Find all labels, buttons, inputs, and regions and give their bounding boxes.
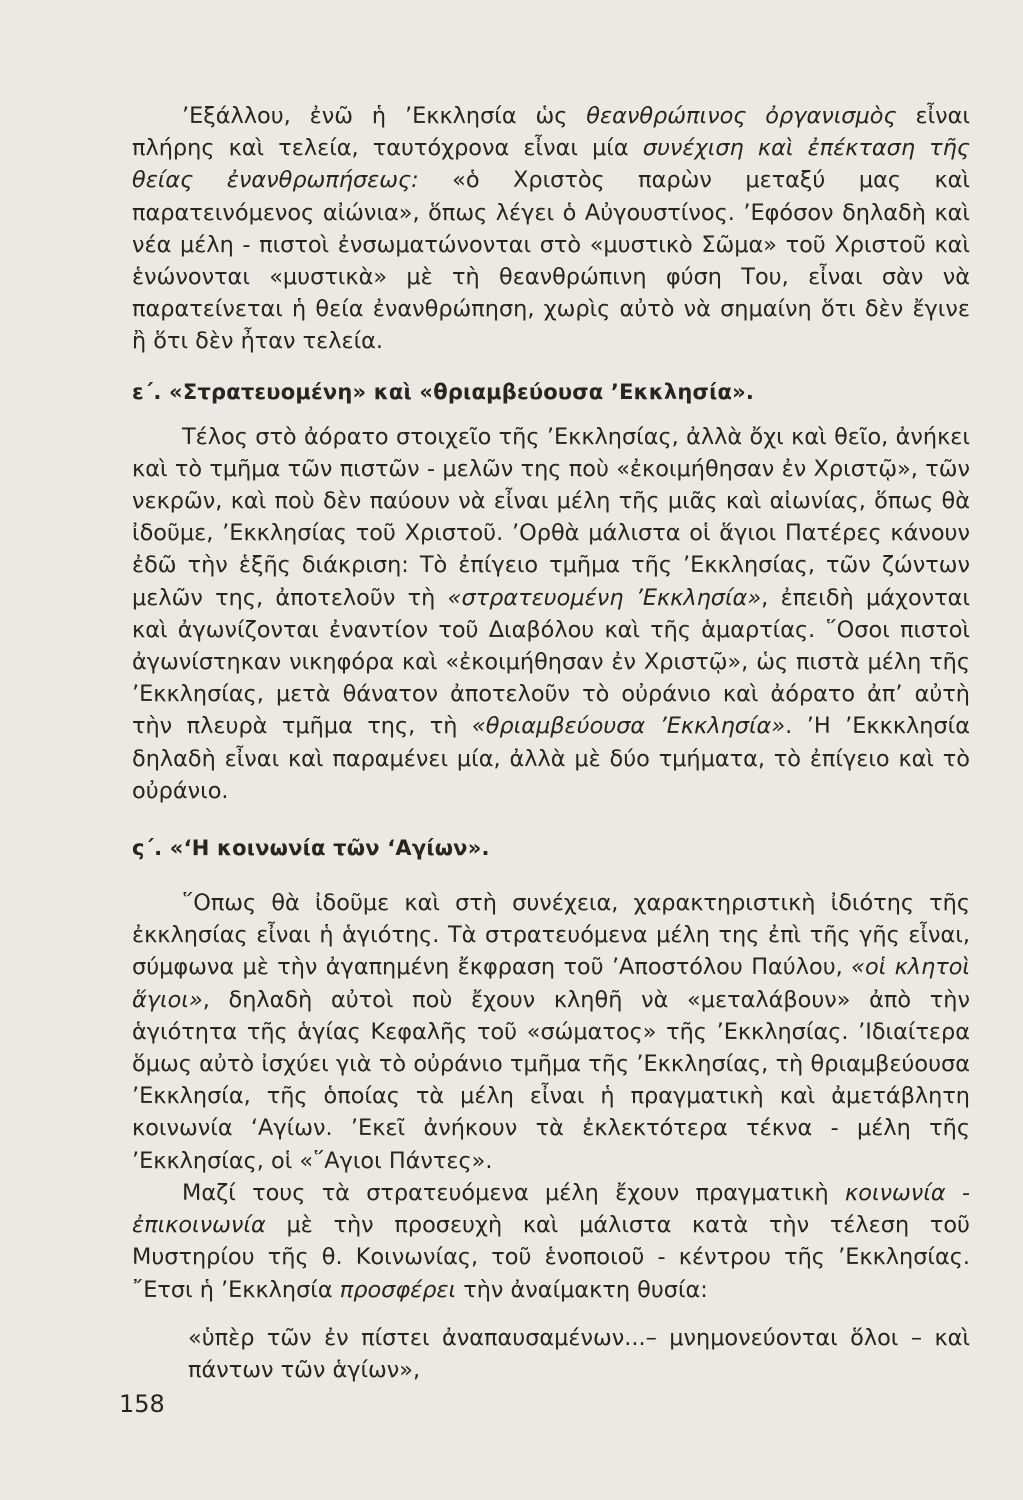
text-run: μὲ τὴν προσευχὴ καὶ μάλιστα κατὰ τὴν τέλεση τοῦ Μυστηρίου τῆς θ. Κοινωνίας, τοῦ ἑνοποιοῦ - κέντρου τῆς ’Εκκλησίας. ῎Ετσι ἡ ’Εκκλησία bbox=[132, 1212, 970, 1303]
text-run: ’Εξάλλου, ἐνῶ ἡ ’Εκκλησία ὡς bbox=[182, 103, 587, 129]
italic-text-run: κοινωνία - ἐπικοινωνία bbox=[132, 1179, 970, 1239]
section-heading-st: ς΄. «‘Η κοινωνία τῶν ‘Αγίων». bbox=[132, 836, 490, 861]
text-run: Μαζί τους τὰ στρατευόμενα μέλη ἔχουν πραγματικὴ bbox=[182, 1179, 846, 1206]
text-run: , ἐπειδὴ μάχονται καὶ ἀγωνίζονται ἐναντίον τοῦ Διαβόλου καὶ τῆς ἁμαρτίας. ῞Οσοι πιστοὶ ἀγωνίστηκαν νικηφόρα καὶ «ἐκοιμήθησαν ἐν Χριστῷ», ὡς πιστὰ μέλη τῆς ’Εκκλησίας, μετὰ θάνατον ἀποτελοῦν τὸ οὐράνιο καὶ ἀόρατο ἀπ’ αὐτὴ τὴν πλευρὰ τμῆμα της, τὴ bbox=[132, 584, 971, 740]
italic-text-run: «θριαμβεύουσα ’Εκκλησία» bbox=[471, 713, 786, 740]
page-number: 158 bbox=[119, 1390, 165, 1418]
text-run: . ’Η ’Εκκκλησία δηλαδὴ εἶναι καὶ παραμένει μία, ἀλλὰ μὲ δύο τμήματα, τὸ ἐπίγειο καὶ τὸ οὐράνιο. bbox=[132, 713, 970, 804]
text-run: εἶναι πλήρης καὶ τελεία, ταυτόχρονα εἶναι μία bbox=[132, 103, 971, 162]
text-run: , δηλαδὴ αὐτοὶ ποὺ ἔχουν κληθῆ νὰ «μεταλάβουν» ἀπὸ τὴν ἁγιότητα τῆς ἁγίας Κεφαλῆς τοῦ «σώματος» τῆς ’Εκκλησίας. ’Ιδιαίτερα ὅμως αὐτὸ ἰσχύει γιὰ τὸ οὐράνιο τμῆμα τῆς ’Εκκλησίας, τὴ θριαμβεύουσα ’Εκκλησία, τῆς ὁποίας τὰ μέλη εἶναι ἡ πραγματικὴ καὶ ἀμετάβλητη κοινωνία ‘Αγίων. ’Εκεῖ ἀνήκουν τὰ ἐκλεκτότερα τέκνα - μέλη τῆς ’Εκκλησίας, οἱ «῞Αγιοι Πάντες». bbox=[132, 986, 970, 1174]
text-run: «ὁ Χριστὸς παρὼν μεταξύ μας καὶ παρατεινόμενος αἰώνια», ὅπως λέγει ὁ Αὐγουστίνος. ’Εφόσον δηλαδὴ καὶ νέα μέλη - πιστοὶ ἐνσωματώνονται στὸ «μυστικὸ Σῶμα» τοῦ Χριστοῦ καὶ ἑνώνονται «μυστικὰ» μὲ τὴ θεανθρώπινη φύση Του, εἶναι σὰν νὰ παρατείνεται ἡ θεία ἐνανθρώπηση, χωρὶς αὐτὸ νὰ σημαίνη ὅτι δὲν ἔγινε ἢ ὅτι δὲν ἦταν τελεία. bbox=[132, 167, 970, 355]
body-column bbox=[132, 100, 970, 1386]
paragraph-militant-triumphant bbox=[132, 421, 970, 807]
paragraph-communion bbox=[132, 1177, 970, 1306]
liturgical-quote: «ὑπὲρ τῶν ἐν πίστει ἀναπαυσαμένων...– μνημονεύονται ὅλοι – καὶ πάντων τῶν ἁγίων», bbox=[188, 1324, 970, 1383]
text-run: ῞Οπως θὰ ἰδοῦμε καὶ στὴ συνέχεια, χαρακτηριστικὴ ἰδιότης τῆς ἐκκλησίας εἶναι ἡ ἁγιότης. Τὰ στρατευόμενα μέλη της ἐπὶ τῆς γῆς εἶναι, σύμφωνα μὲ τὴν ἀγαπημένη ἔκφραση τοῦ ’Αποστόλου Παύλου, bbox=[132, 890, 970, 981]
italic-text-run: συνέχιση καὶ ἐπέκταση τῆς θείας ἐνανθρωπήσεως: bbox=[132, 135, 970, 194]
italic-text-run: προσφέρει bbox=[339, 1276, 457, 1303]
text-run: Τέλος στὸ ἀόρατο στοιχεῖο τῆς ’Εκκλησίας, ἀλλὰ ὄχι καὶ θεῖο, ἀνήκει καὶ τὸ τμῆμα τῶν πιστῶν - μελῶν της ποὺ «ἐκοιμήθησαν ἐν Χριστῷ», τῶν νεκρῶν, καὶ ποὺ δὲν παύουν νὰ εἶναι μέλη τῆς μιᾶς καὶ αἰωνίας, ὅπως θὰ ἰδοῦμε, ’Εκκλησίας τοῦ Χριστοῦ. ’Ορθὰ μάλιστα οἱ ἅγιοι Πατέρες κάνουν ἐδῶ τὴν ἑξῆς διάκριση: Τὸ ἐπίγειο τμῆμα τῆς ’Εκκλησίας, τῶν ζώντων μελῶν της, ἀποτελοῦν τὴ bbox=[132, 423, 970, 611]
section-heading-e: ε΄. «Στρατευομένη» καὶ «θριαμβεύουσα ’Εκκλησία». bbox=[132, 379, 755, 404]
italic-text-run: θεανθρώπινος ὀργανισμὸς bbox=[586, 103, 897, 129]
paragraph-holiness bbox=[132, 887, 970, 1177]
text-run: τὴν ἀναίμακτη θυσία: bbox=[456, 1276, 708, 1303]
italic-text-run: «οἱ κλητοὶ ἅγιοι» bbox=[132, 954, 970, 1013]
italic-text-run: «στρατευομένη ’Εκκλησία» bbox=[447, 584, 762, 611]
paragraph-augustine bbox=[132, 100, 970, 358]
